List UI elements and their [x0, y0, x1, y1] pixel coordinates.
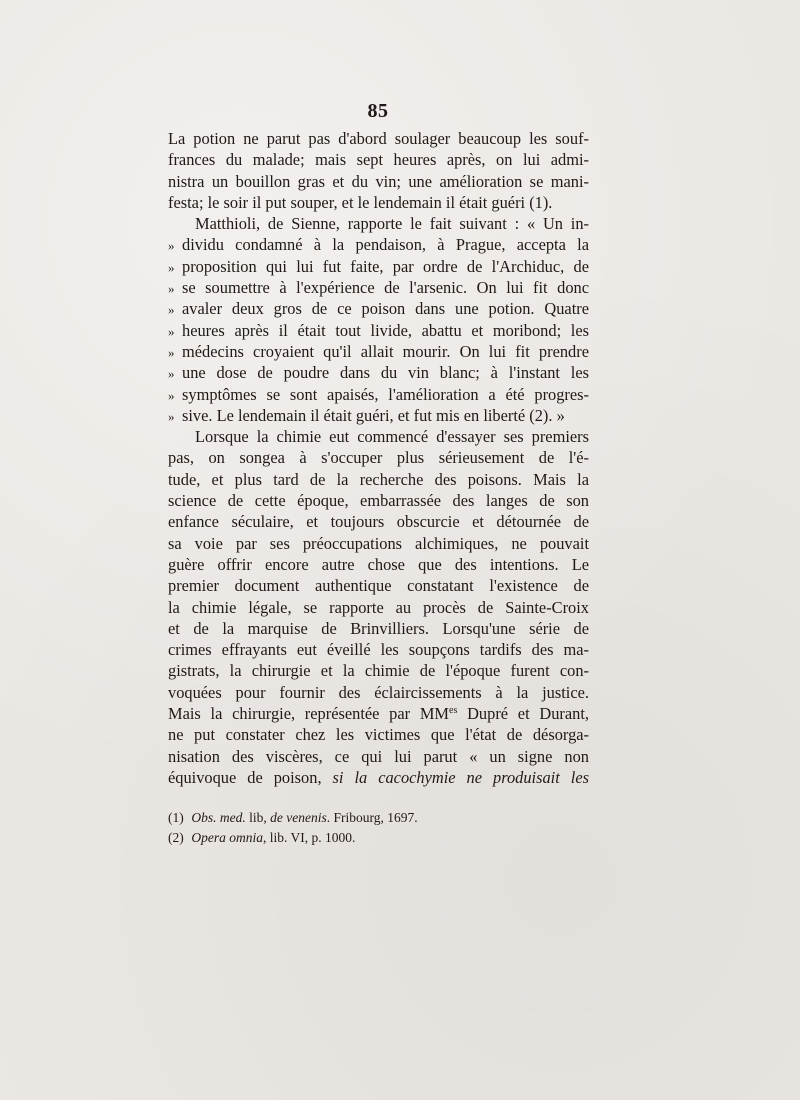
quote-line	[168, 277, 589, 298]
text-line: ne put constater chez les victimes que l'état de désorga-	[168, 725, 589, 745]
text-line: guère offrir encore autre chose que des intentions. Le	[168, 554, 589, 574]
quote-mark: »	[168, 281, 175, 297]
text-line: la chimie légale, se rapporte au procès de Sainte-Croix	[168, 597, 589, 617]
text-line: et de la marquise de Brinvilliers. Lorsqu'une série de	[168, 618, 589, 638]
footnote-text: , lib. VI, p. 1000.	[263, 830, 356, 845]
text-line-mm	[168, 703, 589, 724]
quote-text: symptômes se sont apaisés, l'amélioration a été progres-	[182, 384, 589, 404]
text-line: voquées pour fournir des éclaircissements à la justice.	[168, 682, 589, 702]
quote-line	[168, 384, 589, 405]
quote-text: se soumettre à l'expérience de l'arsenic. On lui fit donc	[182, 278, 589, 298]
text-line: gistrats, la chirurgie et la chimie de l'époque furent con-	[168, 661, 589, 681]
text-line: La potion ne parut pas d'abord soulager beaucoup les souf-	[168, 129, 589, 148]
page-number: 85	[367, 100, 389, 122]
footnote-text-2: . Fribourg, 1697.	[326, 810, 418, 825]
text-line: pas, on songea à s'occuper plus sérieusement de l'é-	[168, 448, 589, 468]
footnote	[168, 808, 589, 828]
quote-line	[168, 298, 589, 319]
text-line-last	[168, 767, 589, 788]
footnotes	[168, 808, 589, 848]
mm-superscript: es	[449, 705, 458, 717]
quote-mark: »	[168, 259, 175, 275]
quote-mark: »	[168, 238, 175, 254]
text-line: sa voie par ses préoccupations alchimiques, ne pouvait	[168, 533, 589, 553]
footnote-number: (1)	[168, 810, 184, 825]
text-line: Lorsque la chimie eut commencé d'essayer ses premiers	[195, 427, 589, 447]
footnote-number: (2)	[168, 830, 184, 845]
text-line: crimes effrayants eut éveillé les soupçons tardifs des ma-	[168, 640, 589, 660]
text-line: premier document authentique constatant l'existence de	[168, 576, 589, 596]
quote-text: avaler deux gros de ce poison dans une potion. Quatre	[182, 299, 589, 319]
quote-line	[168, 341, 589, 362]
footnote-title: Obs. med.	[191, 810, 246, 825]
quote-text: une dose de poudre dans du vin blanc; à l'instant les	[182, 363, 589, 383]
text-line: festa; le soir il put souper, et le lendemain il était guéri (1).	[168, 192, 553, 212]
text-line: enfance séculaire, et toujours obscurcie et détournée de	[168, 512, 589, 532]
quote-line	[168, 256, 589, 277]
quote-text: heures après il était tout livide, abattu et moribond; les	[182, 320, 589, 340]
quote-mark: »	[168, 408, 175, 424]
quote-line	[168, 234, 589, 255]
quote-intro-line: Matthioli, de Sienne, rapporte le fait suivant : « Un in-	[195, 214, 589, 234]
text-line: tude, et plus tard de la recherche des poisons. Mais la	[168, 469, 589, 489]
text-line: nisation des viscères, ce qui lui parut « un signe non	[168, 746, 589, 766]
footnote-text: lib,	[245, 810, 271, 825]
quote-text: dividu condamné à la pendaison, à Prague, accepta la	[182, 235, 589, 255]
footnote-title: Opera omnia	[191, 830, 263, 845]
footnote	[168, 828, 589, 848]
quote-mark: »	[168, 344, 175, 360]
quote-text: sive. Le lendemain il était guéri, et fut mis en liberté (2). »	[182, 405, 565, 425]
text-line: science de cette époque, embarrassée des langes de son	[168, 491, 589, 511]
quote-line	[168, 362, 589, 383]
quote-text: proposition qui lui fut faite, par ordre de l'Archiduc, de	[182, 256, 589, 276]
text-line: frances du malade; mais sept heures après, on lui admi-	[168, 150, 589, 170]
quote-mark: »	[168, 323, 175, 339]
quote-text: médecins croyaient qu'il allait mourir. On lui fit prendre	[182, 341, 589, 361]
main-text	[168, 128, 589, 788]
roman-text: équivoque de poison,	[168, 767, 333, 787]
quote-line	[168, 405, 589, 426]
mm-prefix: Mais la chirurgie, représentée par MM	[168, 704, 449, 724]
quote-mark: »	[168, 387, 175, 403]
mm-rest: Dupré et Durant,	[457, 704, 589, 724]
italic-text: si la cacochymie ne produisait les	[332, 767, 589, 787]
quote-mark: »	[168, 366, 175, 382]
text-line: nistra un bouillon gras et du vin; une amélioration se mani-	[168, 171, 589, 191]
footnote-title-2: de venenis	[270, 810, 327, 825]
quote-line	[168, 320, 589, 341]
quote-mark: »	[168, 302, 175, 318]
